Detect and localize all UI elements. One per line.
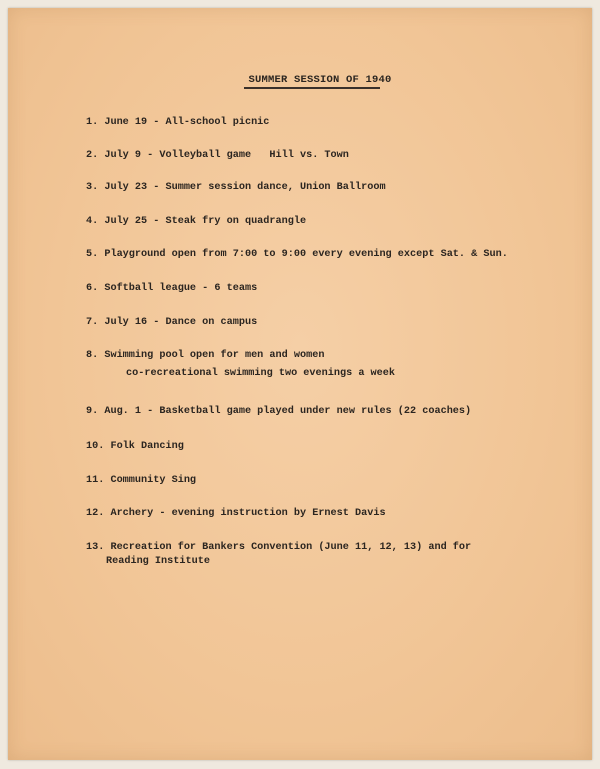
list-item-1: 1. June 19 - All-school picnic bbox=[86, 117, 270, 128]
list-item-12: 12. Archery - evening instruction by Ernest Davis bbox=[86, 508, 386, 519]
list-item-11: 11. Community Sing bbox=[86, 475, 197, 486]
list-item-7: 7. July 16 - Dance on campus bbox=[86, 317, 258, 328]
title-underline bbox=[244, 87, 380, 89]
list-item-13-continuation: Reading Institute bbox=[106, 556, 210, 567]
list-item-3: 3. July 23 - Summer session dance, Union Ballroom bbox=[86, 182, 386, 193]
list-item-4: 4. July 25 - Steak fry on quadrangle bbox=[86, 216, 307, 227]
document-title: SUMMER SESSION OF 1940 bbox=[248, 74, 392, 86]
list-item-9: 9. Aug. 1 - Basketball game played under new rules (22 coaches) bbox=[86, 406, 472, 417]
list-item-8-continuation: co-recreational swimming two evenings a week bbox=[126, 368, 395, 379]
list-item-2: 2. July 9 - Volleyball game Hill vs. Town bbox=[86, 150, 349, 161]
list-item-8: 8. Swimming pool open for men and women bbox=[86, 350, 325, 361]
list-item-5: 5. Playground open from 7:00 to 9:00 every evening except Sat. & Sun. bbox=[86, 249, 508, 260]
list-item-13: 13. Recreation for Bankers Convention (June 11, 12, 13) and for bbox=[86, 542, 472, 553]
list-item-6: 6. Softball league - 6 teams bbox=[86, 283, 258, 294]
document-page bbox=[8, 8, 592, 760]
list-item-10: 10. Folk Dancing bbox=[86, 441, 184, 452]
